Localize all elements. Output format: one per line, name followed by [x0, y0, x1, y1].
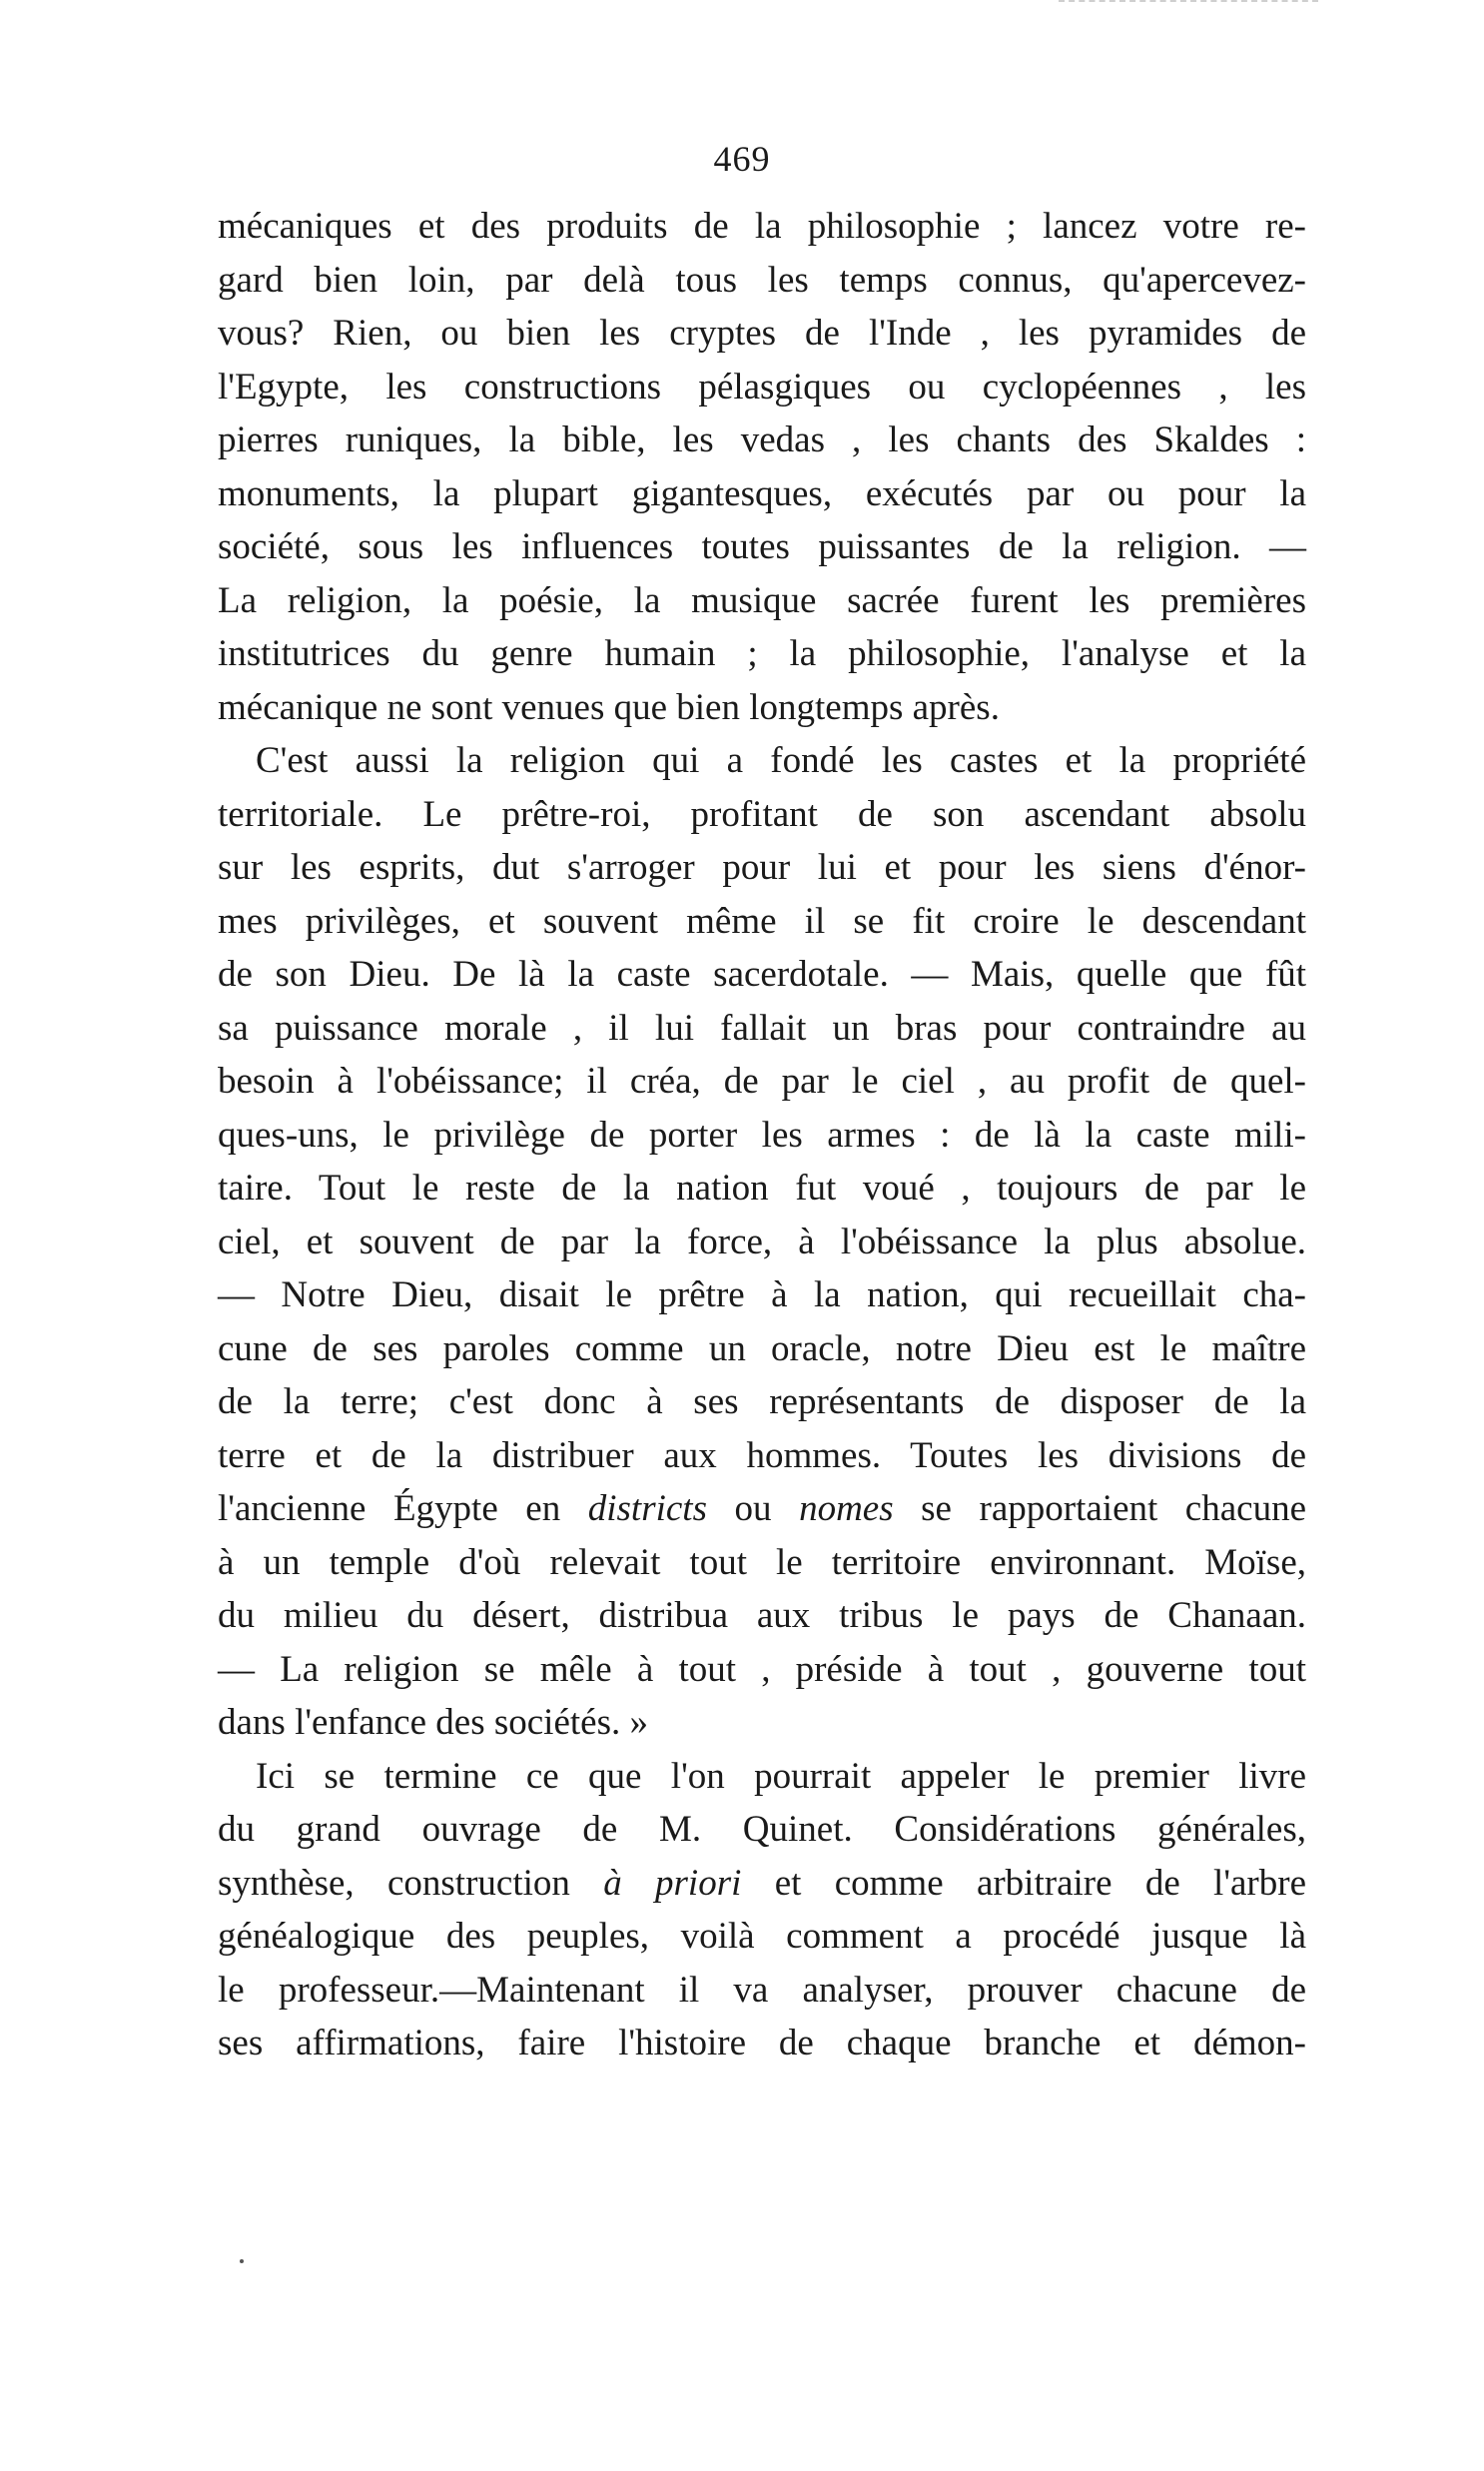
text-line: besoin à l'obéissance; il créa, de par le ciel , au profit de quel-: [218, 1061, 1306, 1102]
text-line: vous? Rien, ou bien les cryptes de l'Inde , les pyramides de: [218, 313, 1306, 354]
text-line: du milieu du désert, distribua aux tribus le pays de Chanaan.: [218, 1595, 1306, 1636]
text-line: territoriale. Le prêtre-roi, profitant de son ascendant absolu: [218, 793, 1306, 835]
text-line: [218, 1482, 1306, 1536]
text-line: taire. Tout le reste de la nation fut voué , toujours de par le: [218, 1168, 1306, 1209]
text-line: — La religion se mêle à tout , préside à tout , gouverne tout: [218, 1648, 1306, 1690]
text-line: mécaniques et des produits de la philosophie ; lancez votre re-: [218, 206, 1306, 247]
scan-artifact-dash: [1059, 0, 1318, 5]
text-line: généalogique des peuples, voilà comment a procédé jusque là: [218, 1916, 1306, 1957]
text-line: sa puissance morale , il lui fallait un bras pour contraindre au: [218, 1007, 1306, 1049]
text-line: institutrices du genre humain ; la philosophie, l'analyse et la: [218, 633, 1306, 674]
text-segment: synthèse, construction: [218, 1862, 604, 1904]
text-line: mécanique ne sont venues que bien longtemps après.: [218, 686, 1000, 728]
text-line: mes privilèges, et souvent même il se fit croire le descendant: [218, 900, 1306, 942]
text-line: monuments, la plupart gigantesques, exécutés par ou pour la: [218, 472, 1306, 514]
text-segment: se rapportaient chacune: [893, 1488, 1306, 1529]
text-line: l'Egypte, les constructions pélasgiques ou cyclopéennes , les: [218, 366, 1306, 408]
text-line: terre et de la distribuer aux hommes. Toutes les divisions de: [218, 1434, 1306, 1476]
text-line: à un temple d'où relevait tout le territoire environnant. Moïse,: [218, 1541, 1306, 1583]
text-line: ques-uns, le privilège de porter les armes : de là la caste mili-: [218, 1114, 1306, 1156]
scan-artifact-dot: [240, 2259, 244, 2263]
text-segment: l'ancienne Égypte en: [218, 1488, 588, 1529]
italic-text: à priori: [603, 1862, 742, 1904]
text-line: dans l'enfance des sociétés. »: [218, 1702, 648, 1743]
text-line: [218, 1857, 1306, 1911]
page-number: 469: [713, 139, 771, 179]
body-text: [218, 200, 1306, 2070]
text-segment: ou: [707, 1488, 800, 1529]
text-segment: et comme arbitraire de l'arbre: [741, 1862, 1306, 1904]
text-line: La religion, la poésie, la musique sacrée furent les premières: [218, 579, 1306, 621]
text-line: C'est aussi la religion qui a fondé les castes et la propriété: [256, 740, 1306, 781]
text-line: du grand ouvrage de M. Quinet. Considérations générales,: [218, 1809, 1306, 1850]
text-line: sur les esprits, dut s'arroger pour lui et pour les siens d'énor-: [218, 847, 1306, 888]
text-line: — Notre Dieu, disait le prêtre à la nation, qui recueillait cha-: [218, 1274, 1306, 1315]
text-line: Ici se termine ce que l'on pourrait appeler le premier livre: [256, 1755, 1306, 1797]
text-line: pierres runiques, la bible, les vedas , les chants des Skaldes :: [218, 419, 1306, 460]
text-line: de son Dieu. De là la caste sacerdotale. — Mais, quelle que fût: [218, 954, 1306, 995]
italic-text: districts: [587, 1488, 707, 1529]
text-line: cune de ses paroles comme un oracle, notre Dieu est le maître: [218, 1327, 1306, 1369]
text-line: le professeur.—Maintenant il va analyser, prouver chacune de: [218, 1969, 1306, 2011]
text-line: ses affirmations, faire l'histoire de chaque branche et démon-: [218, 2023, 1306, 2063]
text-line: ciel, et souvent de par la force, à l'obéissance la plus absolue.: [218, 1221, 1306, 1262]
text-line: gard bien loin, par delà tous les temps connus, qu'apercevez-: [218, 259, 1306, 301]
text-line: de la terre; c'est donc à ses représentants de disposer de la: [218, 1381, 1306, 1422]
italic-text: nomes: [799, 1488, 894, 1529]
text-line: société, sous les influences toutes puissantes de la religion. —: [218, 526, 1306, 567]
